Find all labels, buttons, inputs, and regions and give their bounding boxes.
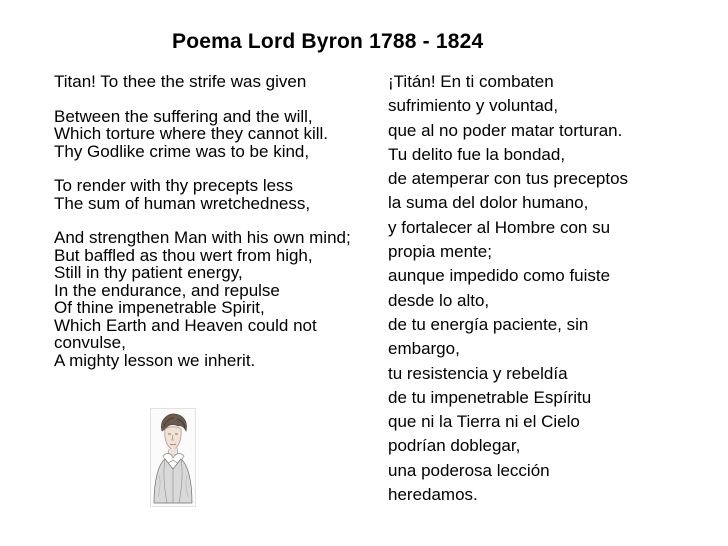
page-title: Poema Lord Byron 1788 - 1824 bbox=[172, 30, 484, 53]
poem-line: de atemperar con tus preceptos bbox=[388, 169, 629, 189]
poem-line: que al no poder matar torturan. bbox=[388, 120, 623, 140]
poem-line: de tu impenetrable Espíritu bbox=[388, 387, 592, 407]
poem-line: Tu delito fue la bondad, bbox=[388, 144, 566, 164]
poem-line: A mighty lesson we inherit. bbox=[54, 350, 256, 370]
poem-line: embargo, bbox=[388, 339, 460, 359]
english-poem bbox=[54, 73, 366, 386]
poem-line: la suma del dolor humano, bbox=[388, 193, 589, 213]
english-stanza bbox=[54, 229, 366, 369]
byron-portrait-sketch-icon bbox=[151, 409, 195, 506]
poem-line: que ni la Tierra ni el Cielo bbox=[388, 412, 580, 432]
poem-line: de tu energía paciente, sin bbox=[388, 314, 589, 334]
poem-line: Thy Godlike crime was to be kind, bbox=[54, 141, 310, 161]
poem-line: But baffled as thou wert from high, bbox=[54, 245, 313, 265]
poem-line: Still in thy patient energy, bbox=[54, 263, 243, 282]
poem-line: sufrimiento y voluntad, bbox=[388, 96, 559, 116]
poem-line: Which Earth and Heaven could not convulse, bbox=[54, 315, 317, 352]
byron-portrait bbox=[150, 408, 196, 507]
poem-line: una poderosa lección bbox=[388, 460, 550, 480]
poem-line: Which torture where they cannot kill. bbox=[54, 124, 329, 143]
english-stanza bbox=[54, 108, 366, 161]
poem-line: To render with thy precepts less bbox=[54, 176, 294, 195]
poem-line: podrían doblegar, bbox=[388, 436, 521, 456]
poem-line: Of thine impenetrable Spirit, bbox=[54, 298, 265, 317]
poem-line: And strengthen Man with his own mind; bbox=[54, 228, 351, 247]
poem-line: aunque impedido como fuiste bbox=[388, 266, 611, 286]
poem-line: The sum of human wretchedness, bbox=[54, 193, 311, 213]
poem-line: In the endurance, and repulse bbox=[54, 280, 280, 300]
spanish-poem bbox=[388, 70, 688, 507]
poem-line: tu resistencia y rebeldía bbox=[388, 363, 568, 383]
poem-line: y fortalecer al Hombre con su bbox=[388, 217, 611, 237]
poem-line: Between the suffering and the will, bbox=[54, 106, 313, 126]
poem-line: Titan! To thee the strife was given bbox=[54, 72, 307, 91]
english-stanza bbox=[54, 73, 366, 91]
english-stanza bbox=[54, 177, 366, 212]
poem-line: ¡Titán! En ti combaten bbox=[388, 72, 554, 91]
poem-line: heredamos. bbox=[388, 485, 478, 505]
poem-line: propia mente; bbox=[388, 242, 492, 262]
poem-line: desde lo alto, bbox=[388, 290, 490, 310]
